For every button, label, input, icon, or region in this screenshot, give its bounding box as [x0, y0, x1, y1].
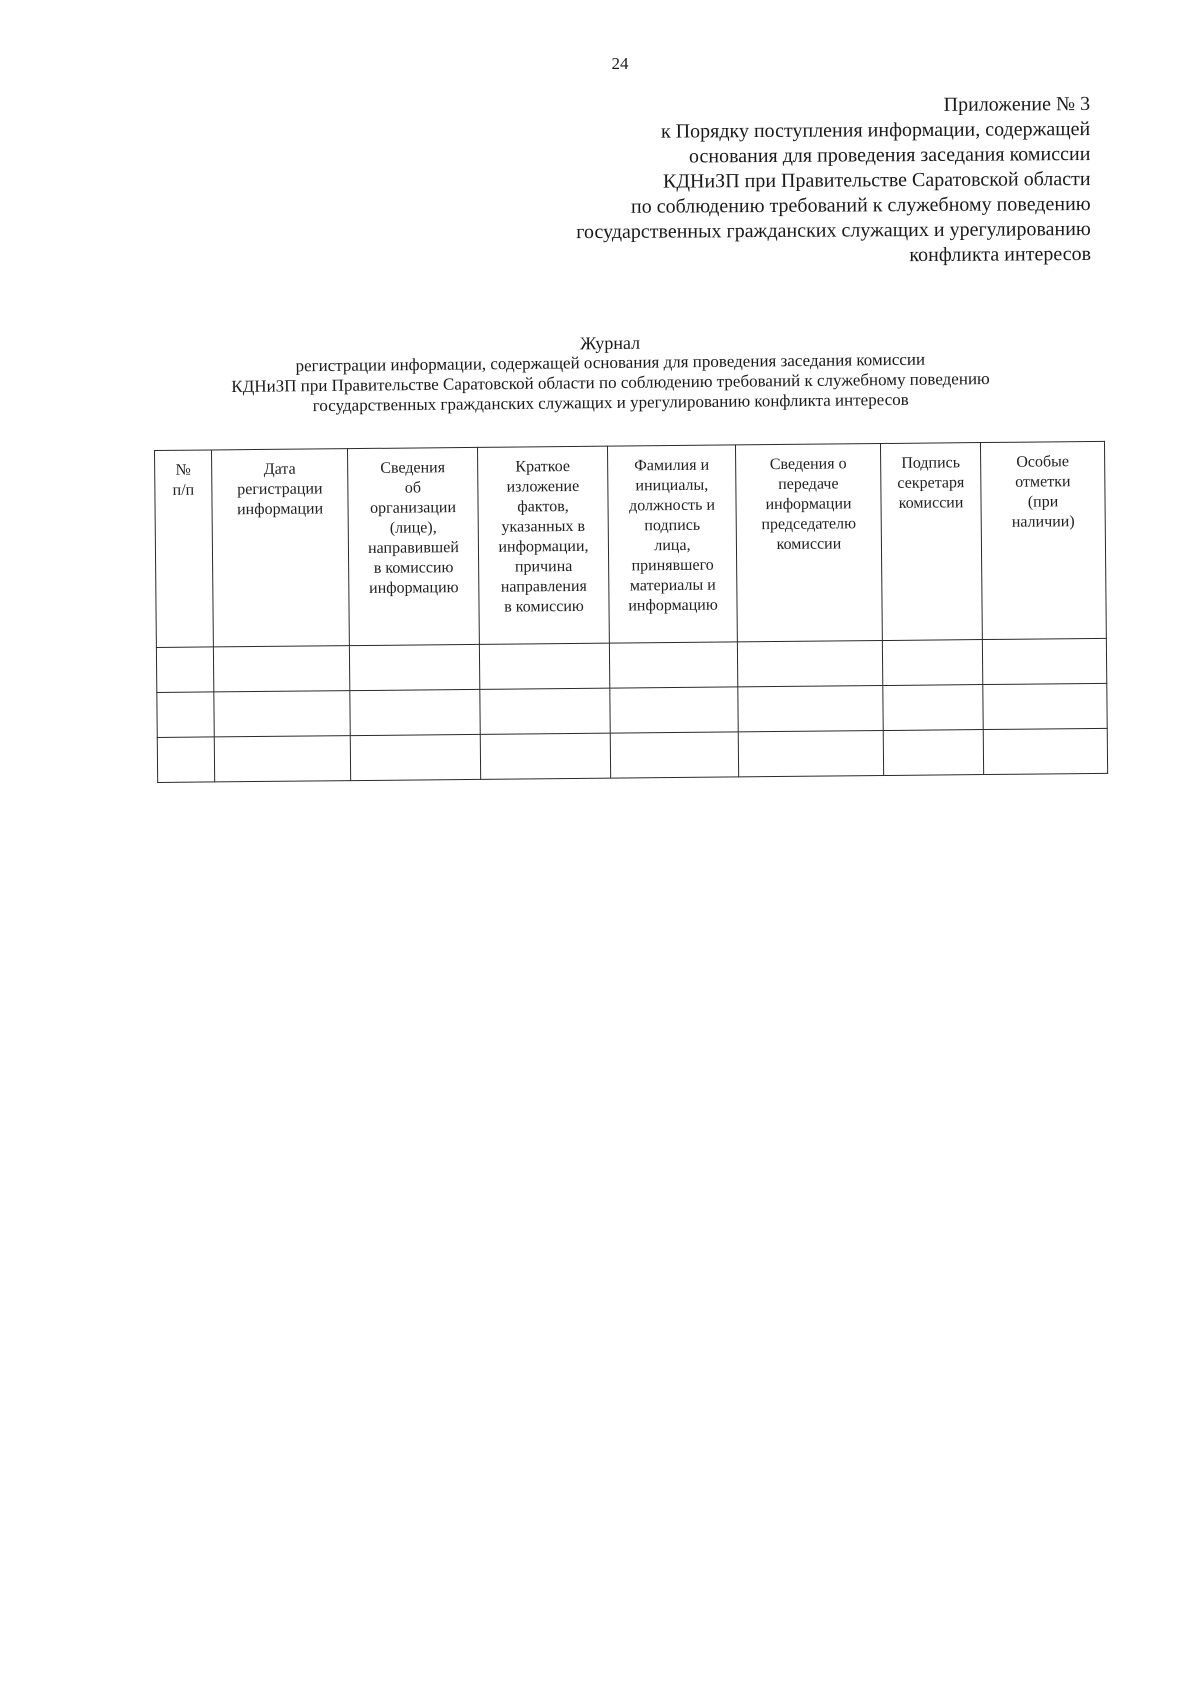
table-cell: [983, 728, 1107, 774]
appendix-header: [470, 92, 1091, 271]
column-header-secretary-signature: Подпись секретаря комиссии: [880, 443, 982, 641]
table-header-row: [155, 441, 1107, 647]
table-cell: [983, 683, 1107, 729]
table-cell: [882, 640, 982, 686]
table-cell: [610, 687, 738, 733]
table-cell: [214, 691, 350, 737]
journal-table: [154, 441, 1108, 783]
appendix-line: по соблюдению требований к служебному поведению: [630, 192, 1091, 218]
table-cell: [350, 734, 480, 780]
table-cell: [157, 737, 214, 783]
table-cell: [480, 688, 610, 734]
table-cell: [883, 730, 983, 776]
journal-table-container: [154, 441, 1107, 783]
table-cell: [609, 642, 737, 688]
appendix-line: Приложение № 3: [943, 92, 1091, 116]
journal-title: [150, 328, 1071, 418]
column-header-number: № п/п: [155, 450, 214, 648]
appendix-line: КДНиЗП при Правительстве Саратовской области: [662, 167, 1091, 193]
appendix-line: государственных гражданских служащих и урегулированию: [576, 217, 1091, 244]
table-cell: [214, 736, 350, 782]
appendix-line: основания для проведения заседания комиссии: [688, 142, 1091, 168]
column-header-transfer-info: Сведения о передаче информации председателю комиссии: [735, 444, 882, 642]
table-cell: [738, 731, 883, 777]
page-number: 24: [611, 54, 629, 73]
table-cell: [213, 646, 349, 692]
column-header-sender-info: Сведения об организации (лице), направившей в комиссию информацию: [347, 447, 479, 645]
table-cell: [479, 643, 609, 689]
column-header-receiver: Фамилия и инициалы, должность и подпись лица, принявшего материалы и информацию: [607, 445, 737, 643]
journal-heading: Журнал: [579, 332, 641, 354]
journal-subtitle-line: КДНиЗП при Правительстве Саратовской области по соблюдению требований к служебному поведению: [231, 369, 990, 396]
column-header-special-notes: Особые отметки (при наличии): [980, 441, 1106, 639]
appendix-line: к Порядку поступления информации, содержащей: [660, 117, 1091, 143]
table-cell: [737, 641, 882, 687]
table-cell: [610, 732, 738, 778]
column-header-summary: Краткое изложение фактов, указанных в информации, причина направления в комиссию: [477, 446, 609, 644]
table-cell: [883, 685, 983, 731]
appendix-line: конфликта интересов: [909, 242, 1092, 267]
table-cell: [480, 733, 610, 779]
table-cell: [982, 638, 1106, 684]
table-cell: [738, 686, 883, 732]
table-row: [157, 728, 1107, 782]
journal-subtitle-line: регистрации информации, содержащей основания для проведения заседания комиссии: [295, 349, 926, 376]
column-header-registration-date: Дата регистрации информации: [212, 449, 350, 647]
table-cell: [157, 692, 214, 738]
table-cell: [156, 647, 213, 693]
table-cell: [350, 689, 480, 735]
journal-subtitle-line: государственных гражданских служащих и урегулированию конфликта интересов: [312, 389, 909, 416]
table-cell: [349, 644, 479, 690]
